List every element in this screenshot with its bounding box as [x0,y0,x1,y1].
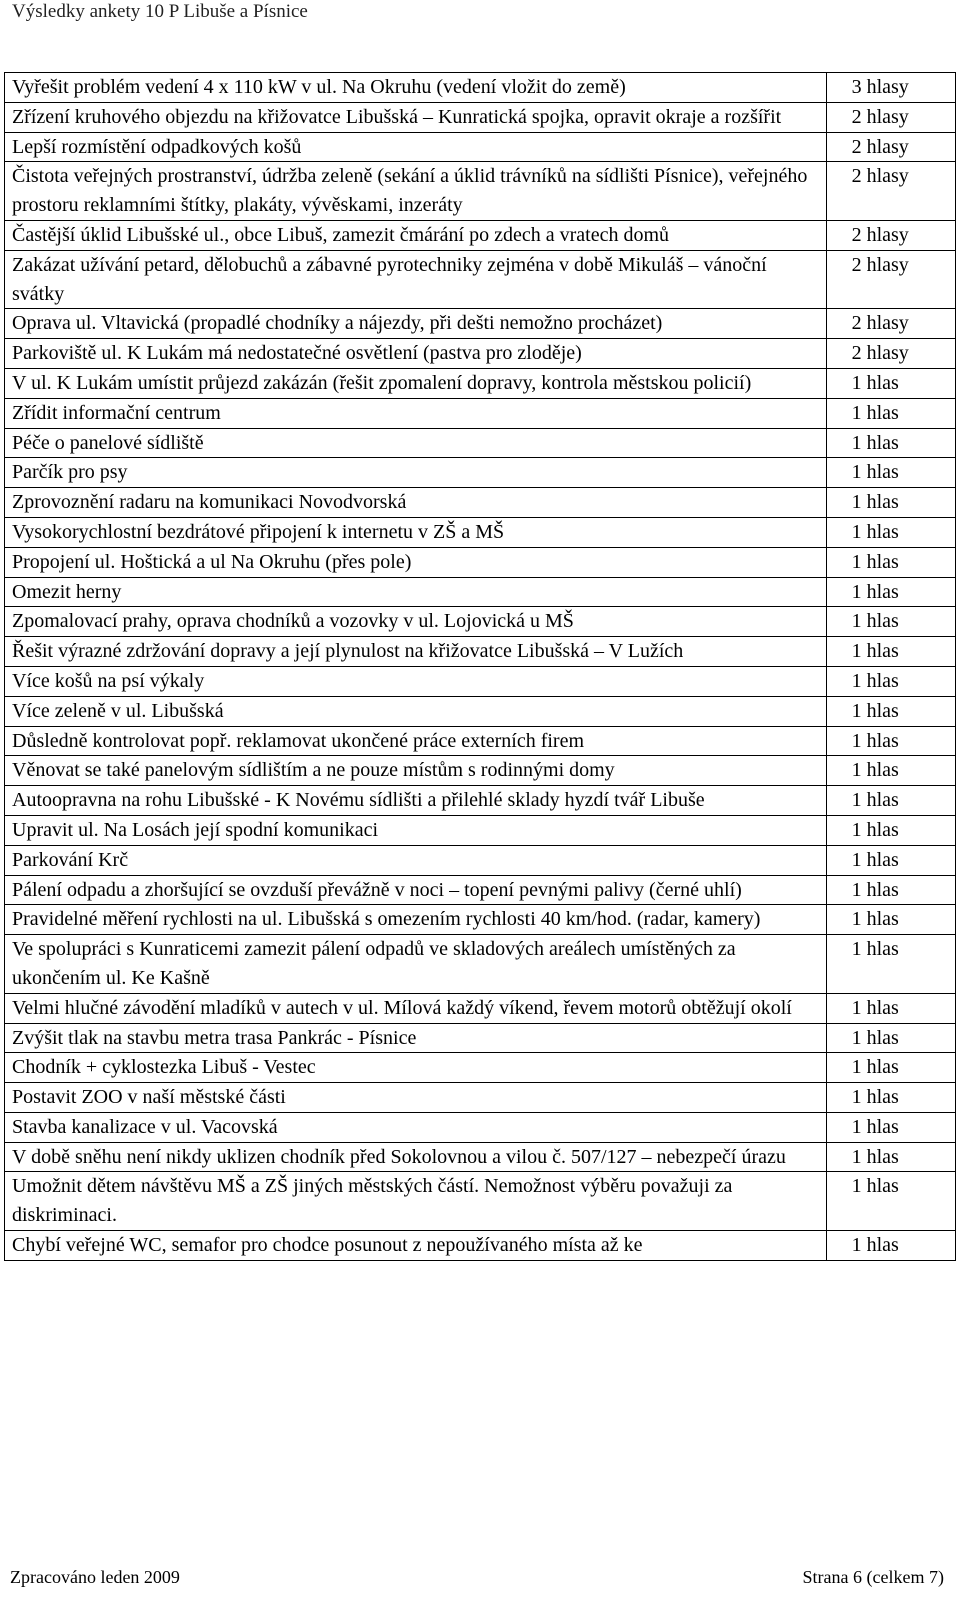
table-row [5,935,956,994]
vote-count: 1 hlas [851,848,899,871]
vote-count: 1 hlas [851,729,899,752]
table-row [5,637,956,667]
table-row [5,517,956,547]
vote-count-cell [826,220,955,250]
suggestion-text: Omezit herny [5,577,827,607]
table-row [5,339,956,369]
suggestion-text: Vyřešit problém vedení 4 x 110 kW v ul. Na Okruhu (vedení vložit do země) [5,73,827,103]
footer-processed-date: Zpracováno leden 2009 [10,1567,180,1587]
table-row [5,607,956,637]
vote-count: 1 hlas [851,550,899,573]
suggestion-text: Zvýšit tlak na stavbu metra trasa Pankrác - Písnice [5,1023,827,1053]
suggestion-text: Autoopravna na rohu Libušské - K Novému sídlišti a přilehlé sklady hyzdí tvář Libuše [5,786,827,816]
vote-count-cell [826,132,955,162]
vote-count: 2 hlasy [851,312,909,335]
table-row [5,1172,956,1231]
vote-count-cell [826,905,955,935]
table-row [5,786,956,816]
table-row [5,1083,956,1113]
vote-count: 1 hlas [851,580,899,603]
table-row [5,696,956,726]
vote-count-cell [826,73,955,103]
table-row [5,458,956,488]
vote-count-cell [826,666,955,696]
suggestion-text: Častější úklid Libušské ul., obce Libuš, zamezit čmárání po zdech a vratech domů [5,220,827,250]
footer-page-number: Strana 6 (celkem 7) [802,1567,944,1587]
vote-count-cell [826,488,955,518]
vote-count: 1 hlas [851,699,899,722]
suggestion-text: Věnovat se také panelovým sídlištím a ne pouze místům s rodinnými domy [5,756,827,786]
table-row [5,905,956,935]
vote-count-cell [826,993,955,1023]
table-row [5,428,956,458]
vote-count-cell [826,935,955,994]
vote-count: 1 hlas [851,1026,899,1049]
vote-count-cell [826,1112,955,1142]
page-header: Výsledky ankety 10 P Libuše a Písnice [12,1,308,22]
suggestion-text: Parčík pro psy [5,458,827,488]
vote-count-cell [826,1142,955,1172]
suggestion-text: Čistota veřejných prostranství, údržba zeleně (sekání a úklid trávníků na sídlišti Písnice), veřejného prostoru reklamními štítky, plakáty, vývěskami, inzeráty [5,162,827,221]
suggestion-text: Upravit ul. Na Losách její spodní komunikaci [5,815,827,845]
survey-results-body [5,73,956,1261]
suggestion-text: Více košů na psí výkaly [5,666,827,696]
table-row [5,1231,956,1261]
table-row [5,309,956,339]
vote-count: 2 hlasy [851,342,909,365]
vote-count: 1 hlas [851,996,899,1019]
vote-count-cell [826,1231,955,1261]
table-row [5,250,956,309]
vote-count: 3 hlasy [851,76,909,98]
vote-count-cell [826,458,955,488]
vote-count: 1 hlas [851,431,899,454]
vote-count: 1 hlas [851,1056,899,1079]
suggestion-text: Důsledně kontrolovat popř. reklamovat ukončené práce externích firem [5,726,827,756]
vote-count: 1 hlas [851,1234,899,1257]
vote-count-cell [826,398,955,428]
suggestion-text: Parkoviště ul. K Lukám má nedostatečné osvětlení (pastva pro zloděje) [5,339,827,369]
vote-count-cell [826,845,955,875]
table-row [5,368,956,398]
vote-count-cell [826,547,955,577]
vote-count: 1 hlas [851,520,899,543]
vote-count: 2 hlasy [851,253,909,276]
vote-count-cell [826,875,955,905]
suggestion-text: Velmi hlučné závodění mladíků v autech v ul. Mílová každý víkend, řevem motorů obtěžují okolí [5,993,827,1023]
table-row [5,73,956,103]
suggestion-text: Zprovoznění radaru na komunikaci Novodvorská [5,488,827,518]
vote-count-cell [826,786,955,816]
vote-count: 1 hlas [851,878,899,901]
vote-count-cell [826,726,955,756]
table-row [5,1023,956,1053]
vote-count: 1 hlas [851,640,899,663]
vote-count-cell [826,1172,955,1231]
vote-count: 2 hlasy [851,105,909,128]
vote-count: 1 hlas [851,491,899,514]
vote-count-cell [826,339,955,369]
table-row [5,726,956,756]
table-row [5,875,956,905]
table-row [5,993,956,1023]
vote-count: 2 hlasy [851,223,909,246]
vote-count: 1 hlas [851,1086,899,1109]
vote-count-cell [826,1083,955,1113]
suggestion-text: Stavba kanalizace v ul. Vacovská [5,1112,827,1142]
suggestion-text: Parkování Krč [5,845,827,875]
vote-count-cell [826,517,955,547]
table-row [5,1053,956,1083]
vote-count-cell [826,250,955,309]
vote-count-cell [826,637,955,667]
vote-count-cell [826,815,955,845]
suggestion-text: Vysokorychlostní bezdrátové připojení k internetu v ZŠ a MŠ [5,517,827,547]
table-row [5,756,956,786]
vote-count-cell [826,756,955,786]
suggestion-text: Více zeleně v ul. Libušská [5,696,827,726]
suggestion-text: V ul. K Lukám umístit průjezd zakázán (řešit zpomalení dopravy, kontrola městskou policií) [5,368,827,398]
vote-count-cell [826,102,955,132]
suggestion-text: Zpomalovací prahy, oprava chodníků a vozovky v ul. Lojovická u MŠ [5,607,827,637]
vote-count: 1 hlas [851,818,899,841]
suggestion-text: Ve spolupráci s Kunraticemi zamezit pálení odpadů ve skladových areálech umístěných za ukončením ul. Ke Kašně [5,935,827,994]
vote-count: 1 hlas [851,371,899,394]
vote-count: 1 hlas [851,401,899,424]
vote-count: 1 hlas [851,759,899,782]
vote-count: 1 hlas [851,1115,899,1138]
vote-count: 1 hlas [851,669,899,692]
suggestion-text: Péče o panelové sídliště [5,428,827,458]
suggestion-text: Chybí veřejné WC, semafor pro chodce posunout z nepoužívaného místa až ke [5,1231,827,1261]
suggestion-text: Postavit ZOO v naší městské části [5,1083,827,1113]
suggestion-text: Lepší rozmístění odpadkových košů [5,132,827,162]
vote-count: 1 hlas [851,610,899,633]
vote-count-cell [826,309,955,339]
vote-count: 1 hlas [851,1145,899,1168]
suggestion-text: Pravidelné měření rychlosti na ul. Libušská s omezením rychlosti 40 km/hod. (radar, kamery) [5,905,827,935]
suggestion-text: Zakázat užívání petard, dělobuchů a zábavné pyrotechniky zejména v době Mikuláš – vánoční svátky [5,250,827,309]
suggestion-text: Oprava ul. Vltavická (propadlé chodníky a nájezdy, při dešti nemožno procházet) [5,309,827,339]
table-row [5,220,956,250]
table-row [5,577,956,607]
vote-count-cell [826,1053,955,1083]
suggestion-text: V době sněhu není nikdy uklizen chodník před Sokolovnou a vilou č. 507/127 – nebezpečí úrazu [5,1142,827,1172]
suggestion-text: Pálení odpadu a zhoršující se ovzduší převážně v noci – topení pevnými palivy (černé uhlí) [5,875,827,905]
table-row [5,815,956,845]
vote-count: 2 hlasy [851,165,909,188]
vote-count: 1 hlas [851,1175,899,1198]
vote-count-cell [826,368,955,398]
table-row [5,547,956,577]
suggestion-text: Zřídit informační centrum [5,398,827,428]
table-row [5,398,956,428]
table-row [5,1112,956,1142]
suggestion-text: Umožnit dětem návštěvu MŠ a ZŠ jiných městských částí. Nemožnost výběru považuji za diskriminaci. [5,1172,827,1231]
table-row [5,1142,956,1172]
table-row [5,162,956,221]
suggestion-text: Chodník + cyklostezka Libuš - Vestec [5,1053,827,1083]
vote-count: 1 hlas [851,789,899,812]
suggestion-text: Propojení ul. Hoštická a ul Na Okruhu (přes pole) [5,547,827,577]
vote-count-cell [826,162,955,221]
table-row [5,666,956,696]
suggestion-text: Řešit výrazné zdržování dopravy a její plynulost na křižovatce Libušská – V Lužích [5,637,827,667]
vote-count: 1 hlas [851,461,899,484]
vote-count: 2 hlasy [851,135,909,158]
survey-results-table [4,72,956,1261]
vote-count: 1 hlas [851,908,899,931]
vote-count-cell [826,428,955,458]
vote-count-cell [826,577,955,607]
table-row [5,488,956,518]
suggestion-text: Zřízení kruhového objezdu na křižovatce Libušská – Kunratická spojka, opravit okraje a rozšířit [5,102,827,132]
vote-count-cell [826,1023,955,1053]
table-row [5,132,956,162]
table-row [5,102,956,132]
table-row [5,845,956,875]
vote-count-cell [826,696,955,726]
vote-count-cell [826,607,955,637]
vote-count: 1 hlas [851,938,899,961]
